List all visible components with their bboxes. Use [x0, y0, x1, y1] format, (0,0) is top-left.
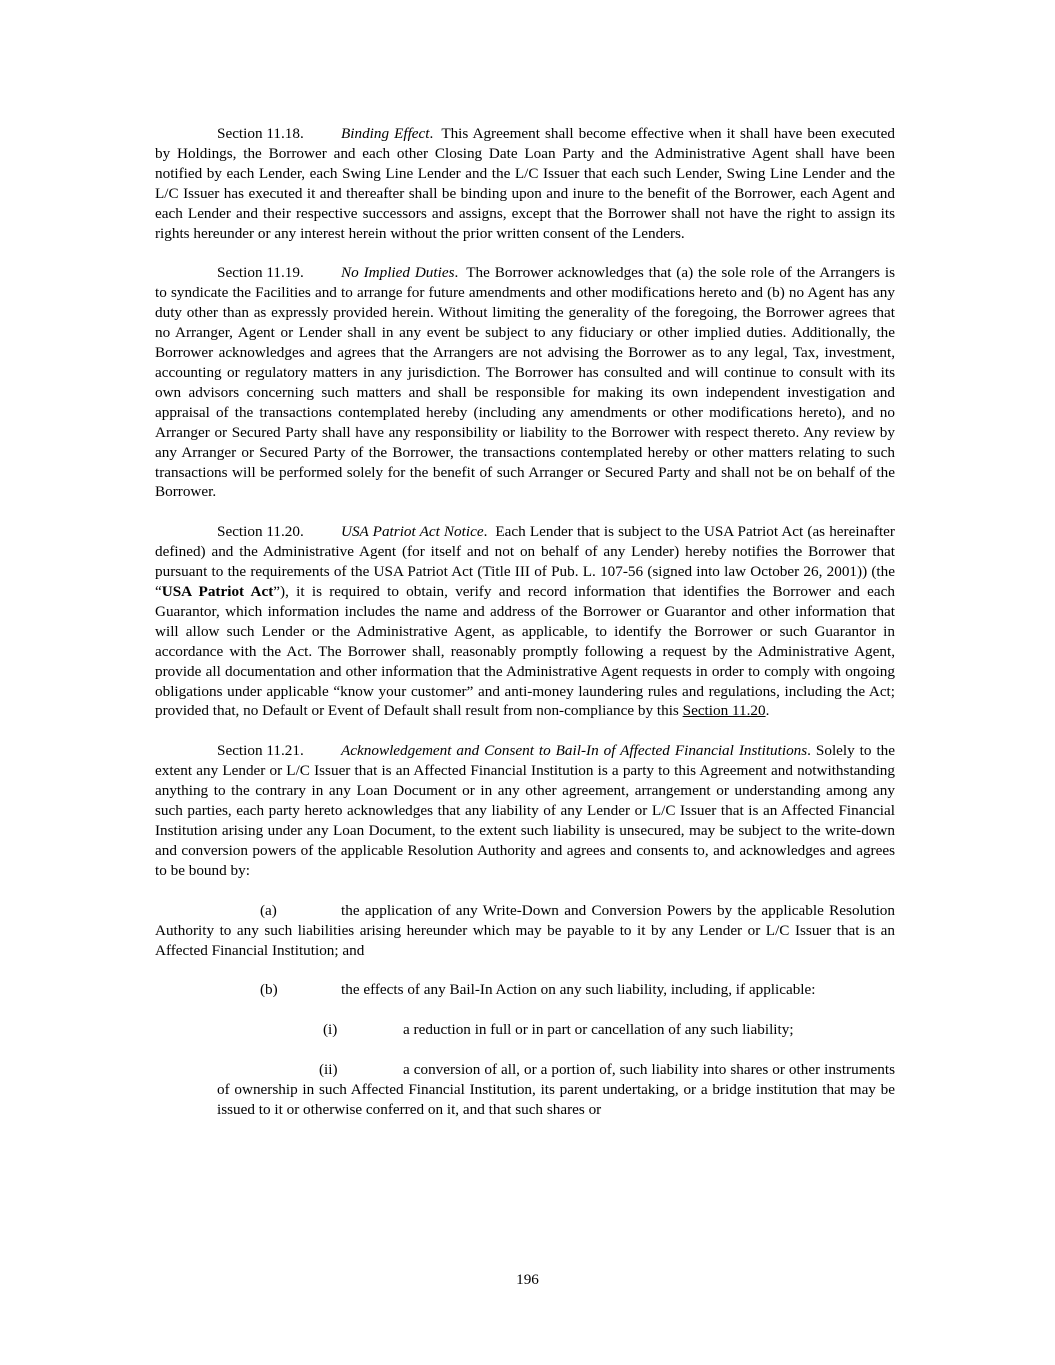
- clause-text: the application of any Write-Down and Conversion Powers by the applicable Resolution Authority to any such liabilities arising hereunder which may be payable to it by any Lender or L/C Issuer that is an Affected Financial Institution; and: [155, 901, 895, 959]
- section-text: This Agreement shall become effective when it shall have been executed by Holdings, the Borrower and each other Closing Date Loan Party and the Administrative Agent shall have been notified by each Lender, each Swing Line Lender and the L/C Issuer that each such Lender, Swing Line Lender and the L/C Issuer has executed it and thereafter shall be binding upon and inure to the benefit of the Borrower, each Agent and each Lender and their respective successors and assigns, except that the Borrower shall not have the right to assign its rights hereunder or any interest herein without the prior written consent of the Lenders.: [155, 125, 895, 242]
- section-title: Acknowledgement and Consent to Bail-In of Affected Financial Institutions: [341, 742, 808, 760]
- section-title: No Implied Duties: [341, 264, 455, 282]
- document-body: [155, 124, 895, 1140]
- defined-term: USA Patriot Act: [161, 583, 274, 601]
- clause-a: [155, 901, 895, 961]
- clause-text: a conversion of all, or a portion of, such liability into shares or other instruments of ownership in such Affected Financial Institution, its parent undertaking, or a bridge institution that may be issued to it or otherwise conferred on it, and that such shares or: [217, 1061, 895, 1119]
- section-number: Section 11.18.: [217, 125, 304, 142]
- clause-ii: [155, 1060, 895, 1120]
- clause-i: [155, 1020, 895, 1040]
- section-text: Each Lender that is subject to the USA Patriot Act (as hereinafter defined) and the Administrative Agent (for itself and not on behalf of any Lender) hereby notifies the Borrower that pursuant to the requirements of the USA Patriot Act (Title III of Pub. L. 107-56 (signed into law October 26, 2001)) (the “: [155, 523, 895, 601]
- section-text: The Borrower acknowledges that (a) the sole role of the Arrangers is to syndicate the Facilities and to arrange for future amendments and other modifications hereto and (b) no Agent has any duty other than as expressly provided herein. Without limiting the generality of the foregoing, the Borrower agrees that no Arranger, Agent or Lender shall in any event be subject to any fiduciary or other implied duties. Additionally, the Borrower acknowledges and agrees that the Arrangers are not advising the Borrower as to any legal, Tax, investment, accounting or regulatory matters in any jurisdiction. The Borrower has consulted and will continue to consult with its own advisors concerning such matters and shall be responsible for making its own independent investigation and appraisal of the transactions contemplated hereby (including any amendments or other modifications hereto), and no Arranger or Secured Party shall have any responsibility or liability to the Borrower with respect thereto. Any review by any Arranger or Secured Party of the Borrower, the transactions contemplated hereby or other matters relating to such transactions will be performed solely for the benefit of such Arranger or Secured Party and shall not be on behalf of the Borrower.: [155, 264, 895, 501]
- section-text-continued: ”), it is required to obtain, verify and record information that identifies the Borrower and each Guarantor, which information includes the name and address of the Borrower or Guarantor and other information that will allow such Lender or the Administrative Agent, as applicable, to identify the Borrower or such Guarantor in accordance with the Act. The Borrower shall, reasonably promptly following a request by the Administrative Agent, provide all documentation and other information that the Administrative Agent requests in order to comply with ongoing obligations under applicable “know your customer” and anti-money laundering rules and regulations, including the Act; provided that, no Default or Event of Default shall result from non-compliance by this: [155, 583, 895, 720]
- section-text: Solely to the extent any Lender or L/C Issuer that is an Affected Financial Institution is a party to this Agreement and notwithstanding anything to the contrary in any Loan Document or in any other agreement, arrangement or understanding among any such parties, each party hereto acknowledges that any liability of any Lender or L/C Issuer that is an Affected Financial Institution arising under any Loan Document, to the extent such liability is unsecured, may be subject to the write-down and conversion powers of the applicable Resolution Authority and agrees and consents to, and acknowledges and agrees to be bound by:: [155, 742, 896, 879]
- clause-b: [155, 980, 895, 1000]
- clause-label: (ii): [319, 1061, 338, 1079]
- page-number: 196: [516, 1271, 539, 1288]
- clause-text: a reduction in full or in part or cancellation of any such liability;: [403, 1021, 794, 1039]
- section-11-19: Section 11.19. No Implied Duties. The Borrower acknowledges that (a) the sole role of the Arrangers is to syndicate the Facilities and to arrange for future amendments and other modifications hereto and (b) no Agent has any duty other than as expressly provided herein. Without limiting the generality of the foregoing, the Borrower agrees that no Arranger, Agent or Lender shall in any event be subject to any fiduciary or other implied duties. Additionally, the Borrower acknowledges and agrees that the Arrangers are not advising the Borrower as to any legal, Tax, investment, accounting or regulatory matters in any jurisdiction. The Borrower has consulted and will continue to consult with its own advisors concerning such matters and shall be responsible for making its own independent investigation and appraisal of the transactions contemplated hereby (including any amendments or other modifications hereto), and no Arranger or Secured Party shall have any responsibility or liability to the Borrower with respect thereto. Any review by any Arranger or Secured Party of the Borrower, the transactions contemplated hereby or other matters relating to such transactions will be performed solely for the benefit of such Arranger or Secured Party and shall not be on behalf of the Borrower.: [155, 264, 895, 501]
- section-11-21: Section 11.21. Acknowledgement and Consent to Bail-In of Affected Financial Institutions. Solely to the extent any Lender or L/C Issuer that is an Affected Financial Institution is a party to this Agreement and notwithstanding anything to the contrary in any Loan Document or in any other agreement, arrangement or understanding among any such parties, each party hereto acknowledges that any liability of any Lender or L/C Issuer that is an Affected Financial Institution arising under any Loan Document, to the extent such liability is unsecured, may be subject to the write-down and conversion powers of the applicable Resolution Authority and agrees and consents to, and acknowledges and agrees to be bound by:: [155, 742, 896, 879]
- section-title: Binding Effect: [341, 125, 430, 142]
- clause-text: the effects of any Bail-In Action on any such liability, including, if applicable:: [341, 981, 816, 999]
- section-number: Section 11.21.: [217, 742, 304, 760]
- section-11-18: Section 11.18. Binding Effect. This Agreement shall become effective when it shall have been executed by Holdings, the Borrower and each other Closing Date Loan Party and the Administrative Agent shall have been notified by each Lender, each Swing Line Lender and the L/C Issuer that each such Lender, Swing Line Lender and the L/C Issuer has executed it and thereafter shall be binding upon and inure to the benefit of the Borrower, each Agent and each Lender and their respective successors and assigns, except that the Borrower shall not have the right to assign its rights hereunder or any interest herein without the prior written consent of the Lenders.: [155, 125, 895, 242]
- clause-label: (b): [260, 981, 278, 999]
- section-title: USA Patriot Act Notice: [341, 523, 484, 541]
- section-11-20: Section 11.20. USA Patriot Act Notice. Each Lender that is subject to the USA Patriot Act (as hereinafter defined) and the Administrative Agent (for itself and not on behalf of any Lender) hereby notifies the Borrower that pursuant to the requirements of the USA Patriot Act (Title III of Pub. L. 107-56 (signed into law October 26, 2001)) (the “USA Patriot Act”), it is required to obtain, verify and record information that identifies the Borrower and each Guarantor, which information includes the name and address of the Borrower or Guarantor and other information that will allow such Lender or the Administrative Agent, as applicable, to identify the Borrower or such Guarantor in accordance with the Act. The Borrower shall, reasonably promptly following a request by the Administrative Agent, provide all documentation and other information that the Administrative Agent requests in order to comply with ongoing obligations under applicable “know your customer” and anti-money laundering rules and regulations, including the Act; provided that, no Default or Event of Default shall result from non-compliance by this Section 11.20.: [155, 523, 895, 720]
- clause-label: (i): [323, 1021, 338, 1039]
- section-number: Section 11.20.: [217, 523, 304, 541]
- clause-label: (a): [260, 901, 277, 919]
- cross-reference: Section 11.20: [682, 702, 766, 720]
- section-number: Section 11.19.: [217, 264, 304, 282]
